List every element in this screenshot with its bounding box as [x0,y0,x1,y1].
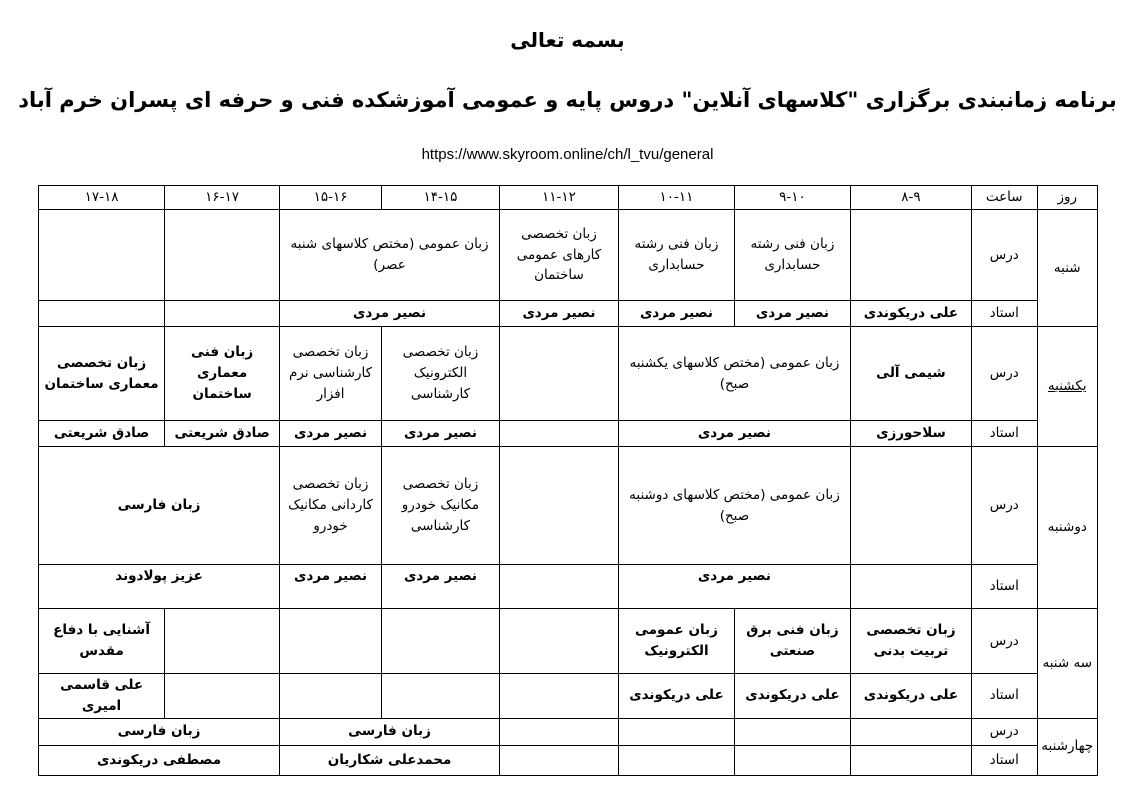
teacher-cell: مصطفی دریکوندی [39,745,280,775]
table-cell [499,421,618,447]
header-slot: ۱۴-۱۵ [381,186,499,210]
table-cell [734,718,850,745]
table-cell [280,609,382,674]
table-cell [165,301,280,327]
teacher-cell: عزیز پولادوند [39,565,280,609]
row-label-course: درس [971,210,1037,301]
teacher-cell: نصیر مردی [734,301,850,327]
table-cell [39,301,165,327]
bismillah-heading: بسمه تعالی [510,28,625,52]
course-cell: زبان تخصصی تربیت بدنی [850,609,971,674]
teacher-cell: علی قاسمی امیری [39,674,165,719]
row-label-teacher: استاد [971,565,1037,609]
header-day: روز [1037,186,1098,210]
teacher-cell: علی دریکوندی [850,674,971,719]
row-label-teacher: استاد [971,301,1037,327]
table-cell [499,565,618,609]
row-label-teacher: استاد [971,421,1037,447]
header-slot: ۱۵-۱۶ [280,186,382,210]
table-cell [734,745,850,775]
row-label-teacher: استاد [971,674,1037,719]
table-cell [165,674,280,719]
course-cell: زبان عمومی (مختص کلاسهای شنبه عصر) [280,210,500,301]
header-row [39,186,1098,210]
tue-course-row [39,609,1098,674]
table-cell [381,609,499,674]
teacher-cell: نصیر مردی [618,301,734,327]
day-sat: شنبه [1037,210,1098,327]
course-cell: شیمی آلی [850,327,971,421]
teacher-cell: نصیر مردی [381,565,499,609]
table-cell [499,745,618,775]
table-cell [499,674,618,719]
sun-course-row [39,327,1098,421]
teacher-cell: نصیر مردی [499,301,618,327]
header-slot: ۸-۹ [850,186,971,210]
table-cell [499,718,618,745]
table-cell [165,210,280,301]
course-cell: زبان تخصصی کارهای عمومی ساختمان [499,210,618,301]
sun-teacher-row [39,421,1098,447]
course-cell: زبان عمومی الکترونیک [618,609,734,674]
table-cell [499,609,618,674]
wed-course-row [39,718,1098,745]
course-cell: زبان تخصصی مکانیک خودرو کارشناسی [381,447,499,565]
course-cell: زبان فارسی [280,718,500,745]
header-slot: ۱۶-۱۷ [165,186,280,210]
day-mon: دوشنبه [1037,447,1098,609]
teacher-cell: نصیر مردی [280,565,382,609]
course-cell: زبان تخصصی کارشناسی نرم افزار [280,327,382,421]
sat-course-row [39,210,1098,301]
course-cell: زبان تخصصی معماری ساختمان [39,327,165,421]
table-cell [165,609,280,674]
sat-teacher-row [39,301,1098,327]
course-cell: زبان فنی رشته حسابداری [734,210,850,301]
mon-teacher-row [39,565,1098,609]
row-label-course: درس [971,609,1037,674]
course-cell: زبان فارسی [39,447,280,565]
table-cell [618,745,734,775]
day-sun: یکشنبه [1037,327,1098,447]
table-cell [850,565,971,609]
teacher-cell: سلاحورزی [850,421,971,447]
teacher-cell: نصیر مردی [381,421,499,447]
row-label-teacher: استاد [971,745,1037,775]
row-label-course: درس [971,327,1037,421]
course-cell: زبان تخصصی کاردانی مکانیک خودرو [280,447,382,565]
course-cell: آشنایی با دفاع مقدس [39,609,165,674]
table-cell [381,674,499,719]
tue-teacher-row [39,674,1098,719]
table-cell [499,447,618,565]
day-wed: چهارشنبه [1037,718,1098,775]
header-slot: ۹-۱۰ [734,186,850,210]
teacher-cell: علی دریکوندی [734,674,850,719]
table-cell [850,210,971,301]
mon-course-row [39,447,1098,565]
teacher-cell: نصیر مردی [280,301,500,327]
table-cell [39,210,165,301]
teacher-cell: نصیر مردی [618,421,850,447]
schedule-table [38,185,1098,776]
header-slot: ۱۱-۱۲ [499,186,618,210]
teacher-cell: علی دریکوندی [618,674,734,719]
row-label-course: درس [971,447,1037,565]
course-cell: زبان عمومی (مختص کلاسهای دوشنبه صبح) [618,447,850,565]
header-hour: ساعت [971,186,1037,210]
course-cell: زبان فنی برق صنعتی [734,609,850,674]
teacher-cell: محمدعلی شکاریان [280,745,500,775]
teacher-cell: نصیر مردی [618,565,850,609]
page-title: برنامه زمانبندی برگزاری "کلاسهای آنلاین" دروس پایه و عمومی آموزشکده فنی و حرفه ای پسران خرم آباد [18,88,1117,112]
wed-teacher-row [39,745,1098,775]
course-cell: زبان فارسی [39,718,280,745]
course-cell: زبان فنی رشته حسابداری [618,210,734,301]
course-cell: زبان تخصصی الکترونیک کارشناسی [381,327,499,421]
table-cell [499,327,618,421]
teacher-cell: نصیر مردی [280,421,382,447]
teacher-cell: صادق شریعتی [39,421,165,447]
day-tue: سه شنبه [1037,609,1098,719]
header-slot: ۱۰-۱۱ [618,186,734,210]
table-cell [850,745,971,775]
teacher-cell: علی دریکوندی [850,301,971,327]
table-cell [850,447,971,565]
header-slot: ۱۷-۱۸ [39,186,165,210]
table-cell [280,674,382,719]
skyroom-url: https://www.skyroom.online/ch/l_tvu/general [421,146,714,163]
course-cell: زبان عمومی (مختص کلاسهای یکشنبه صبح) [618,327,850,421]
teacher-cell: صادق شریعتی [165,421,280,447]
row-label-course: درس [971,718,1037,745]
course-cell: زبان فنی معماری ساختمان [165,327,280,421]
table-cell [850,718,971,745]
table-cell [618,718,734,745]
